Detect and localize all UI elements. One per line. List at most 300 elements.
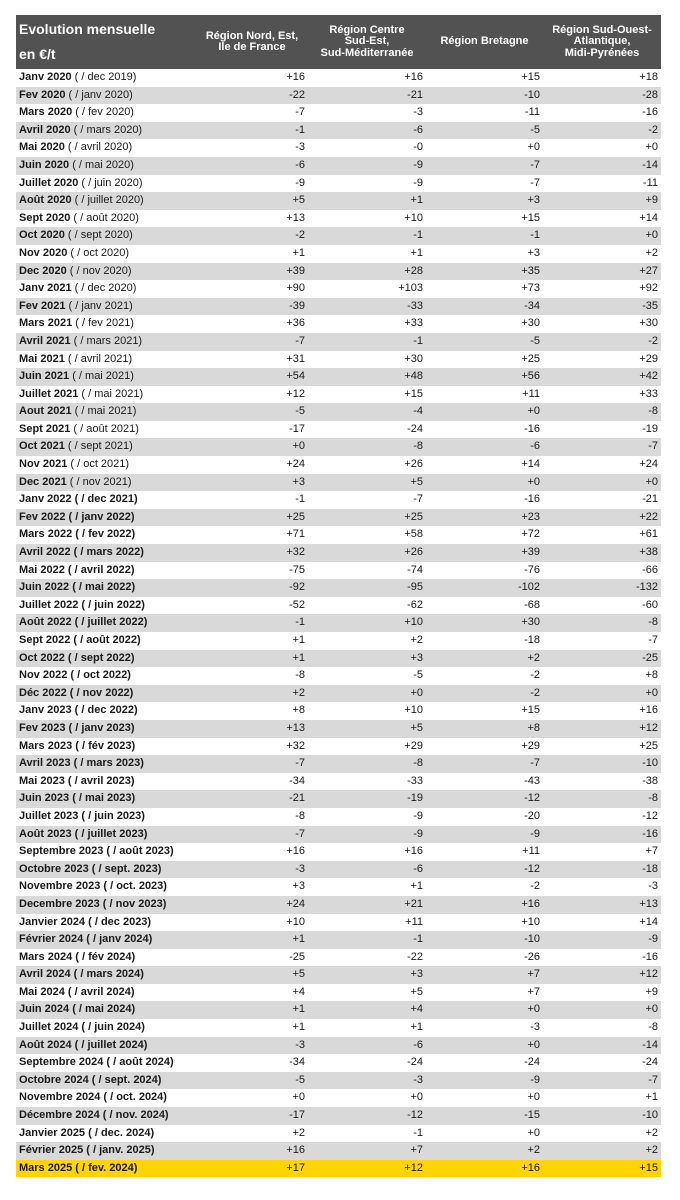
table-row xyxy=(16,210,661,228)
value-cell: +30 xyxy=(426,315,543,333)
value-cell: -0 xyxy=(308,139,426,157)
value-cell: +29 xyxy=(543,351,661,369)
row-month: Mai 2022 ( / avril 2022) xyxy=(19,563,135,576)
value-cell: -1 xyxy=(308,1125,426,1143)
table-row xyxy=(16,1142,661,1160)
table-row xyxy=(16,526,661,544)
row-label xyxy=(16,456,196,474)
row-label xyxy=(16,1019,196,1037)
value-cell: -10 xyxy=(426,87,543,105)
row-label xyxy=(16,702,196,720)
value-cell: -5 xyxy=(426,122,543,140)
value-cell: +27 xyxy=(543,263,661,281)
row-month: Déc 2022 ( / nov 2022) xyxy=(19,686,134,699)
value-cell: +1 xyxy=(196,632,308,650)
table-row xyxy=(16,1054,661,1072)
value-cell: +7 xyxy=(426,984,543,1002)
row-reference: ( / août 2021) xyxy=(70,422,139,435)
value-cell: -62 xyxy=(308,597,426,615)
row-month: Fev 2023 ( / janv 2023) xyxy=(19,721,135,734)
value-cell: +1 xyxy=(196,1019,308,1037)
table-row xyxy=(16,1001,661,1019)
value-cell: +22 xyxy=(543,509,661,527)
row-reference: ( / juin 2020) xyxy=(78,176,143,189)
value-cell: +36 xyxy=(196,315,308,333)
value-cell: -34 xyxy=(196,773,308,791)
value-cell: +8 xyxy=(543,667,661,685)
value-cell: +35 xyxy=(426,263,543,281)
value-cell: +1 xyxy=(308,878,426,896)
row-month: Mars 2022 ( / fev 2022) xyxy=(19,528,136,541)
table-row xyxy=(16,738,661,756)
row-label xyxy=(16,878,196,896)
row-reference: ( / mai 2021) xyxy=(71,405,137,418)
table-row xyxy=(16,298,661,316)
value-cell: +0 xyxy=(426,1037,543,1055)
value-cell: +42 xyxy=(543,368,661,386)
value-cell: -9 xyxy=(308,157,426,175)
row-label xyxy=(16,755,196,773)
value-cell: +26 xyxy=(308,456,426,474)
row-month: Juin 2020 xyxy=(19,158,70,171)
row-month: Nov 2020 xyxy=(19,246,68,259)
value-cell: +10 xyxy=(308,702,426,720)
value-cell: +15 xyxy=(426,702,543,720)
table-row xyxy=(16,104,661,122)
value-cell: +4 xyxy=(196,984,308,1002)
row-label xyxy=(16,843,196,861)
row-month: Août 2020 xyxy=(19,194,72,207)
value-cell: -21 xyxy=(308,87,426,105)
row-month: Nov 2022 ( / oct 2022) xyxy=(19,669,131,682)
row-label xyxy=(16,368,196,386)
row-label xyxy=(16,122,196,140)
value-cell: -9 xyxy=(196,175,308,193)
value-cell: +5 xyxy=(308,984,426,1002)
value-cell: -102 xyxy=(426,579,543,597)
value-cell: +23 xyxy=(426,509,543,527)
table-row xyxy=(16,403,661,421)
value-cell: +13 xyxy=(196,210,308,228)
value-cell: +30 xyxy=(543,315,661,333)
value-cell: -11 xyxy=(543,175,661,193)
table-row xyxy=(16,315,661,333)
value-cell: -4 xyxy=(308,403,426,421)
value-cell: +11 xyxy=(426,843,543,861)
table-row xyxy=(16,861,661,879)
value-cell: -22 xyxy=(308,949,426,967)
header-region-bretagne xyxy=(426,15,543,69)
value-cell: +3 xyxy=(308,966,426,984)
value-cell: -8 xyxy=(196,808,308,826)
row-month: Mars 2024 ( / fév 2024) xyxy=(19,950,136,963)
value-cell: -74 xyxy=(308,562,426,580)
value-cell: -12 xyxy=(426,790,543,808)
value-cell: -16 xyxy=(426,421,543,439)
value-cell: +0 xyxy=(543,139,661,157)
row-month: Dec 2020 xyxy=(19,264,67,277)
column-header-label: Région Nord, Est, Ile de France xyxy=(205,29,299,53)
row-month: Mars 2025 ( / fev. 2024) xyxy=(19,1161,138,1174)
value-cell: +10 xyxy=(308,210,426,228)
header-region-nord-est xyxy=(196,15,308,69)
table-row xyxy=(16,87,661,105)
value-cell: +0 xyxy=(196,438,308,456)
value-cell: -22 xyxy=(196,87,308,105)
value-cell: -2 xyxy=(196,227,308,245)
value-cell: -75 xyxy=(196,562,308,580)
row-label xyxy=(16,808,196,826)
value-cell: -92 xyxy=(196,579,308,597)
value-cell: +13 xyxy=(196,720,308,738)
value-cell: +4 xyxy=(308,1001,426,1019)
value-cell: -8 xyxy=(543,403,661,421)
value-cell: +0 xyxy=(426,1089,543,1107)
value-cell: -10 xyxy=(543,755,661,773)
value-cell: +1 xyxy=(196,245,308,263)
value-cell: +16 xyxy=(308,843,426,861)
table-row xyxy=(16,579,661,597)
value-cell: -19 xyxy=(308,790,426,808)
header-unit: en €/t xyxy=(19,46,56,62)
value-cell: -17 xyxy=(196,1107,308,1125)
value-cell: -18 xyxy=(426,632,543,650)
value-cell: +39 xyxy=(196,263,308,281)
row-label xyxy=(16,245,196,263)
table-row xyxy=(16,667,661,685)
value-cell: -60 xyxy=(543,597,661,615)
value-cell: -33 xyxy=(308,298,426,316)
table-row xyxy=(16,491,661,509)
row-month: Février 2025 ( / janv. 2025) xyxy=(19,1144,155,1157)
table-row xyxy=(16,650,661,668)
value-cell: +18 xyxy=(543,69,661,87)
row-label xyxy=(16,1054,196,1072)
value-cell: -43 xyxy=(426,773,543,791)
value-cell: -10 xyxy=(543,1107,661,1125)
value-cell: +16 xyxy=(196,1142,308,1160)
value-cell: +1 xyxy=(308,192,426,210)
table-row xyxy=(16,949,661,967)
value-cell: +12 xyxy=(196,386,308,404)
row-label xyxy=(16,1037,196,1055)
table-row xyxy=(16,263,661,281)
table-row xyxy=(16,192,661,210)
value-cell: -7 xyxy=(196,333,308,351)
value-cell: +0 xyxy=(543,474,661,492)
value-cell: -132 xyxy=(543,579,661,597)
row-label xyxy=(16,579,196,597)
table-row xyxy=(16,984,661,1002)
row-reference: ( / août 2020) xyxy=(70,211,139,224)
table-row xyxy=(16,685,661,703)
column-header-label: Région Centre Sud-Est, Sud-Méditerranée xyxy=(320,23,414,59)
value-cell: +7 xyxy=(543,843,661,861)
value-cell: +24 xyxy=(543,456,661,474)
column-header-label: Région Bretagne xyxy=(440,35,529,48)
value-cell: -76 xyxy=(426,562,543,580)
value-cell: -3 xyxy=(196,861,308,879)
row-month: Avril 2021 xyxy=(19,334,71,347)
value-cell: -12 xyxy=(426,861,543,879)
value-cell: +1 xyxy=(308,1019,426,1037)
value-cell: +7 xyxy=(308,1142,426,1160)
value-cell: -2 xyxy=(543,122,661,140)
value-cell: -7 xyxy=(426,175,543,193)
table-row xyxy=(16,720,661,738)
value-cell: -9 xyxy=(426,826,543,844)
value-cell: +11 xyxy=(426,386,543,404)
row-label xyxy=(16,315,196,333)
value-cell: -1 xyxy=(196,614,308,632)
value-cell: -8 xyxy=(308,755,426,773)
value-cell: -16 xyxy=(543,949,661,967)
row-month: Avril 2023 ( / mars 2023) xyxy=(19,757,144,770)
value-cell: +12 xyxy=(543,966,661,984)
row-month: Mars 2020 xyxy=(19,106,73,119)
value-cell: -6 xyxy=(308,1037,426,1055)
row-reference: ( / nov 2021) xyxy=(66,475,132,488)
value-cell: +58 xyxy=(308,526,426,544)
row-label xyxy=(16,1089,196,1107)
row-month: Sept 2020 xyxy=(19,211,71,224)
value-cell: -3 xyxy=(426,1019,543,1037)
value-cell: -34 xyxy=(426,298,543,316)
value-cell: +0 xyxy=(308,685,426,703)
value-cell: +0 xyxy=(196,1089,308,1107)
table-row xyxy=(16,966,661,984)
row-label xyxy=(16,421,196,439)
row-label xyxy=(16,1107,196,1125)
table-row xyxy=(16,175,661,193)
value-cell: +15 xyxy=(426,210,543,228)
table-row xyxy=(16,1125,661,1143)
row-reference: ( / nov 2020) xyxy=(66,264,132,277)
value-cell: +16 xyxy=(426,1160,543,1178)
value-cell: +14 xyxy=(426,456,543,474)
table-row xyxy=(16,773,661,791)
value-cell: +32 xyxy=(196,544,308,562)
value-cell: -8 xyxy=(543,614,661,632)
row-month: Août 2023 ( / juillet 2023) xyxy=(19,827,148,840)
value-cell: -95 xyxy=(308,579,426,597)
value-cell: -3 xyxy=(308,104,426,122)
value-cell: -24 xyxy=(308,1054,426,1072)
row-reference: ( / avril 2020) xyxy=(64,141,133,154)
value-cell: +103 xyxy=(308,280,426,298)
row-month: Juillet 2022 ( / juin 2022) xyxy=(19,598,145,611)
row-reference: ( / janv 2021) xyxy=(65,299,133,312)
row-month: Juillet 2023 ( / juin 2023) xyxy=(19,809,145,822)
value-cell: -16 xyxy=(543,826,661,844)
value-cell: +13 xyxy=(543,896,661,914)
row-month: Mai 2023 ( / avril 2023) xyxy=(19,774,135,787)
row-label xyxy=(16,1142,196,1160)
row-month: Fev 2020 xyxy=(19,88,66,101)
table-row xyxy=(16,1037,661,1055)
value-cell: -8 xyxy=(308,438,426,456)
row-label xyxy=(16,175,196,193)
value-cell: +56 xyxy=(426,368,543,386)
row-month: Oct 2022 ( / sept 2022) xyxy=(19,651,135,664)
table-row xyxy=(16,245,661,263)
row-label xyxy=(16,773,196,791)
row-reference: ( / dec 2020) xyxy=(71,282,137,295)
value-cell: -5 xyxy=(196,1072,308,1090)
value-cell: +3 xyxy=(426,245,543,263)
price-evolution-table xyxy=(16,15,661,1177)
row-label xyxy=(16,632,196,650)
value-cell: -68 xyxy=(426,597,543,615)
row-label xyxy=(16,914,196,932)
row-label xyxy=(16,790,196,808)
value-cell: -3 xyxy=(308,1072,426,1090)
value-cell: +16 xyxy=(196,69,308,87)
value-cell: +48 xyxy=(308,368,426,386)
value-cell: -6 xyxy=(426,438,543,456)
value-cell: +30 xyxy=(426,614,543,632)
value-cell: +29 xyxy=(426,738,543,756)
value-cell: +38 xyxy=(543,544,661,562)
row-month: Septembre 2024 ( / août 2024) xyxy=(19,1056,174,1069)
value-cell: -9 xyxy=(543,931,661,949)
row-month: Juillet 2021 xyxy=(19,387,79,400)
value-cell: -25 xyxy=(543,650,661,668)
row-month: Mars 2023 ( / fév 2023) xyxy=(19,739,136,752)
row-month: Janvier 2024 ( / dec 2023) xyxy=(19,915,152,928)
row-label xyxy=(16,509,196,527)
row-label xyxy=(16,227,196,245)
row-label xyxy=(16,1125,196,1143)
value-cell: -7 xyxy=(426,755,543,773)
value-cell: +12 xyxy=(543,720,661,738)
table-row xyxy=(16,896,661,914)
value-cell: +16 xyxy=(426,896,543,914)
row-month: Août 2022 ( / juillet 2022) xyxy=(19,616,148,629)
value-cell: -24 xyxy=(543,1054,661,1072)
row-label xyxy=(16,614,196,632)
value-cell: -3 xyxy=(196,1037,308,1055)
value-cell: +2 xyxy=(426,650,543,668)
row-label xyxy=(16,1160,196,1178)
row-label xyxy=(16,104,196,122)
row-label xyxy=(16,491,196,509)
value-cell: +2 xyxy=(543,1142,661,1160)
value-cell: +17 xyxy=(196,1160,308,1178)
value-cell: -16 xyxy=(426,491,543,509)
value-cell: -10 xyxy=(426,931,543,949)
row-month: Dec 2021 xyxy=(19,475,67,488)
row-month: Aout 2021 xyxy=(19,405,72,418)
value-cell: -9 xyxy=(308,175,426,193)
value-cell: -1 xyxy=(308,931,426,949)
value-cell: +2 xyxy=(308,632,426,650)
table-row xyxy=(16,614,661,632)
value-cell: +61 xyxy=(543,526,661,544)
row-label xyxy=(16,966,196,984)
table-row xyxy=(16,632,661,650)
row-label xyxy=(16,896,196,914)
row-reference: ( / mars 2020) xyxy=(70,123,143,136)
value-cell: +25 xyxy=(426,351,543,369)
value-cell: +31 xyxy=(196,351,308,369)
row-label xyxy=(16,1072,196,1090)
table-row xyxy=(16,421,661,439)
value-cell: -2 xyxy=(426,667,543,685)
row-reference: ( / fev 2021) xyxy=(72,317,134,330)
row-label xyxy=(16,280,196,298)
value-cell: -21 xyxy=(543,491,661,509)
row-label xyxy=(16,720,196,738)
value-cell: -28 xyxy=(543,87,661,105)
value-cell: +21 xyxy=(308,896,426,914)
row-month: Octobre 2023 ( / sept. 2023) xyxy=(19,862,162,875)
value-cell: -26 xyxy=(426,949,543,967)
value-cell: -7 xyxy=(543,632,661,650)
value-cell: -21 xyxy=(196,790,308,808)
value-cell: +0 xyxy=(543,227,661,245)
header-region-sud-ouest xyxy=(543,15,661,69)
value-cell: +1 xyxy=(196,931,308,949)
table-row xyxy=(16,333,661,351)
value-cell: -1 xyxy=(308,333,426,351)
value-cell: -14 xyxy=(543,1037,661,1055)
row-label xyxy=(16,544,196,562)
row-month: Juillet 2024 ( / juin 2024) xyxy=(19,1021,145,1034)
row-label xyxy=(16,210,196,228)
row-month: Octobre 2024 ( / sept. 2024) xyxy=(19,1073,162,1086)
value-cell: +72 xyxy=(426,526,543,544)
value-cell: +15 xyxy=(543,1160,661,1178)
value-cell: +71 xyxy=(196,526,308,544)
table-row xyxy=(16,914,661,932)
value-cell: -8 xyxy=(543,790,661,808)
row-month: Juin 2022 ( / mai 2022) xyxy=(19,581,136,594)
table-row xyxy=(16,157,661,175)
value-cell: +0 xyxy=(426,474,543,492)
row-label xyxy=(16,438,196,456)
row-label xyxy=(16,738,196,756)
table-row xyxy=(16,386,661,404)
value-cell: +11 xyxy=(308,914,426,932)
header-title: Evolution mensuelle xyxy=(19,21,156,37)
value-cell: -7 xyxy=(426,157,543,175)
table-row xyxy=(16,280,661,298)
value-cell: +2 xyxy=(426,1142,543,1160)
row-month: Janv 2020 xyxy=(19,71,72,83)
value-cell: +8 xyxy=(196,702,308,720)
table-row xyxy=(16,122,661,140)
value-cell: -9 xyxy=(308,826,426,844)
value-cell: -66 xyxy=(543,562,661,580)
row-label xyxy=(16,298,196,316)
value-cell: -12 xyxy=(543,808,661,826)
value-cell: -24 xyxy=(426,1054,543,1072)
value-cell: +90 xyxy=(196,280,308,298)
value-cell: +9 xyxy=(543,192,661,210)
row-label xyxy=(16,474,196,492)
table-row xyxy=(16,139,661,157)
value-cell: +5 xyxy=(196,192,308,210)
value-cell: +5 xyxy=(308,474,426,492)
row-label xyxy=(16,157,196,175)
row-month: Decembre 2023 ( / nov 2023) xyxy=(19,897,167,910)
value-cell: -35 xyxy=(543,298,661,316)
row-label xyxy=(16,826,196,844)
table-row xyxy=(16,438,661,456)
value-cell: +10 xyxy=(196,914,308,932)
row-reference: ( / mai 2021) xyxy=(78,387,144,400)
